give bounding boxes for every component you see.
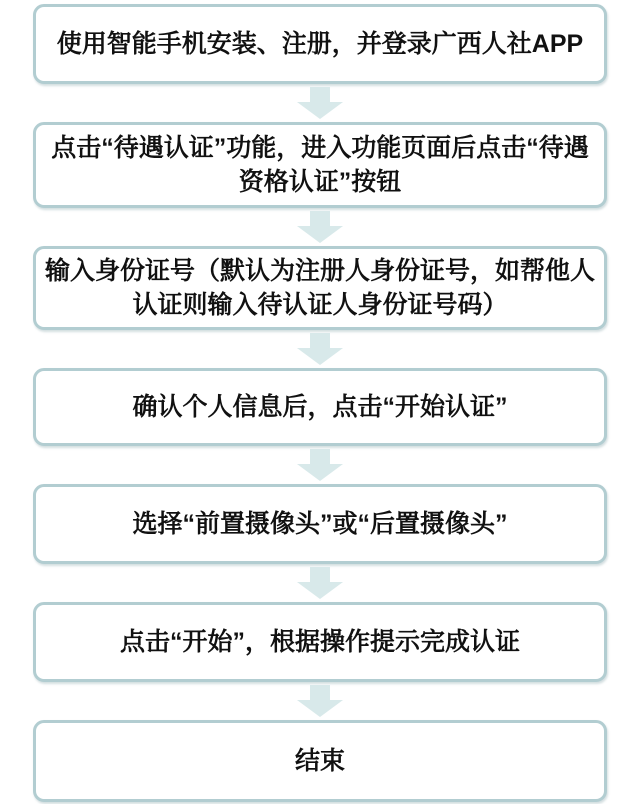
step-text-line: 结束: [294, 747, 345, 775]
down-arrow-icon: [297, 567, 343, 599]
down-arrow-icon: [297, 211, 343, 243]
step-text-line: 资格认证”按钮: [238, 168, 402, 196]
down-arrow-icon: [297, 449, 343, 481]
flow-connector: [297, 446, 343, 484]
step-text-line: 认证则输入待认证人身份证号码）: [132, 291, 508, 319]
down-arrow-icon: [297, 333, 343, 365]
step-text-line: 选择“前置摄像头”或“后置摄像头”: [132, 510, 508, 538]
flow-connector: [297, 208, 343, 246]
step-box-install-login: [33, 4, 607, 84]
step-text-line: 点击“开始”，根据操作提示完成认证: [119, 628, 520, 656]
step-box-select-camera: [33, 484, 607, 564]
flow-connector: [297, 330, 343, 368]
step-box-confirm-info: [33, 368, 607, 446]
flow-connector: [297, 682, 343, 720]
flow-connector: [297, 564, 343, 602]
step-box-enter-id: [33, 246, 607, 330]
step-text-line: 点击“待遇认证”功能，进入功能页面后点击“待遇: [51, 134, 589, 162]
step-text-line: 确认个人信息后，点击“开始认证”: [132, 393, 508, 421]
step-text-line: 使用智能手机安装、注册，并登录广西人社APP: [56, 30, 584, 58]
flow-connector: [297, 84, 343, 122]
down-arrow-icon: [297, 87, 343, 119]
down-arrow-icon: [297, 685, 343, 717]
step-text-line: 输入身份证号（默认为注册人身份证号，如帮他人: [45, 257, 596, 285]
step-box-end: [33, 720, 607, 802]
step-box-click-start: [33, 602, 607, 682]
step-box-click-renzheng: [33, 122, 607, 208]
